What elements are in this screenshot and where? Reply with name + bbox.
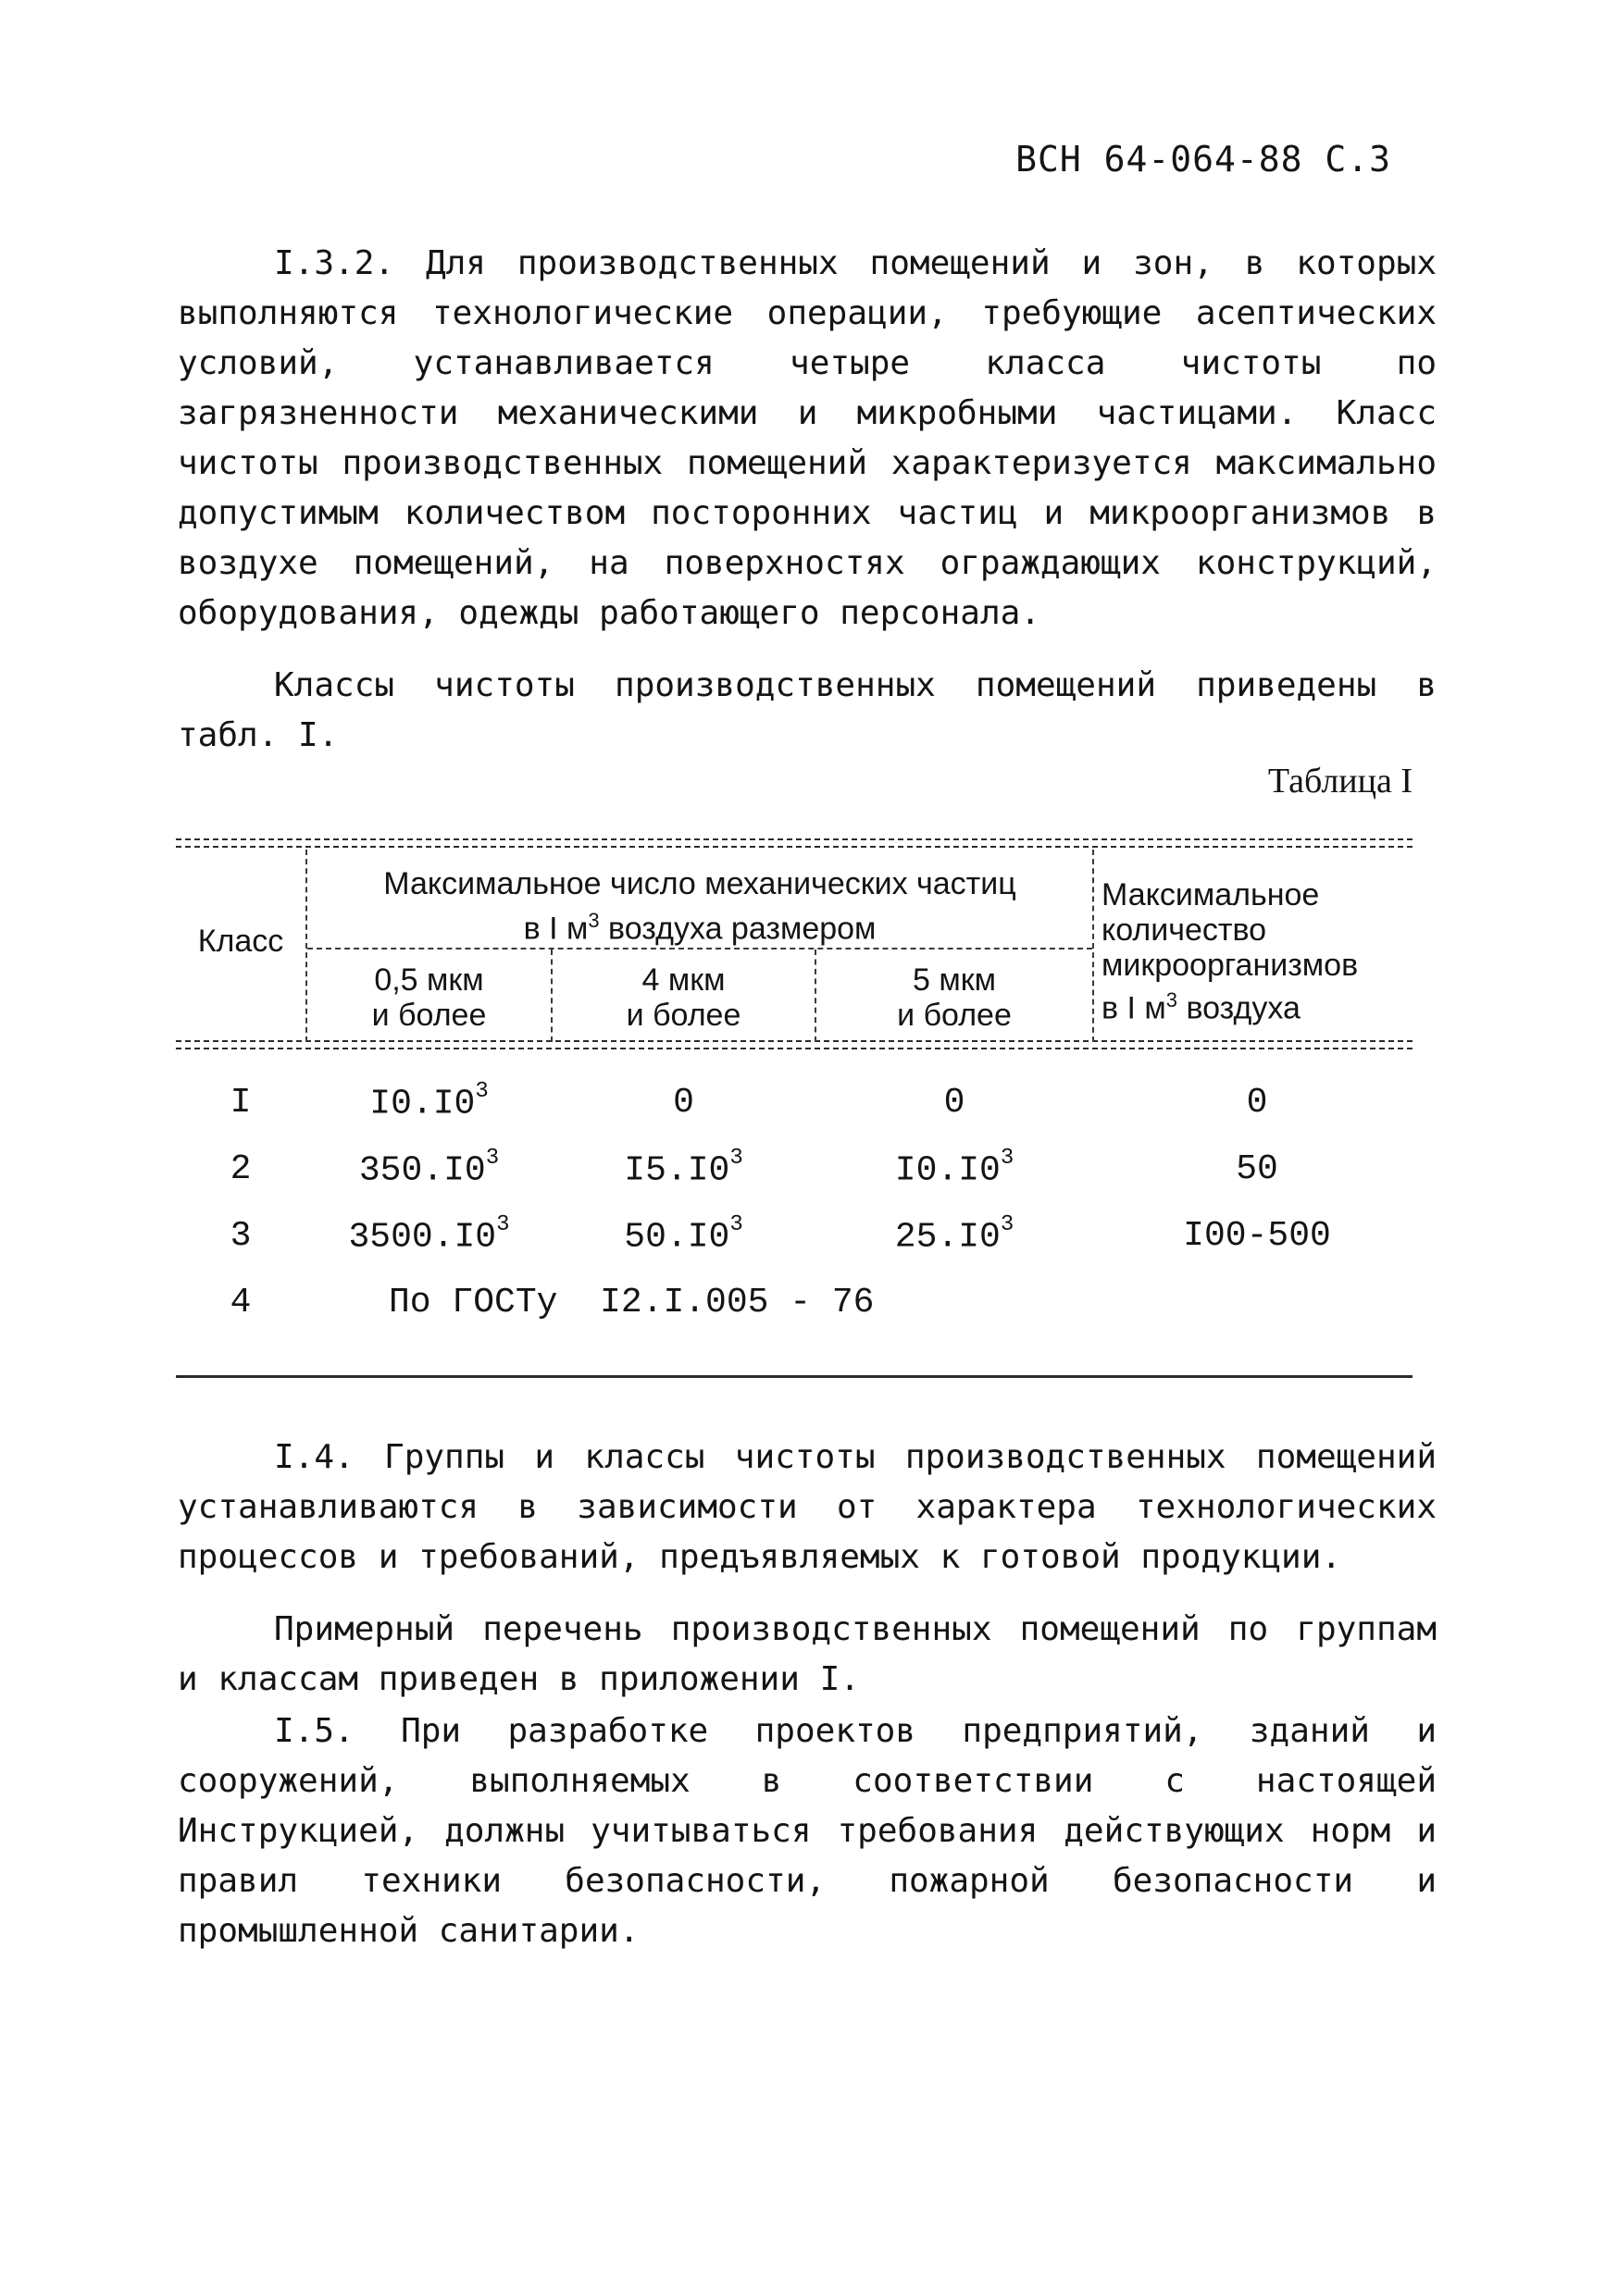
cell-size-4: $50.I0^3$ — [624, 1212, 743, 1258]
cell-size-5: 0 — [943, 1083, 965, 1123]
table-caption: Таблица I — [1267, 762, 1413, 800]
cell-size-0-5: $350.I0^3$ — [358, 1146, 500, 1191]
paragraph-text: Классы чистоты производственных помещений приведены в табл. I. — [178, 666, 1437, 754]
paragraph-table-reference — [178, 661, 1437, 761]
cell-size-5: $25.I0^3$ — [894, 1212, 1014, 1258]
cell-microorganisms: 50 — [1236, 1149, 1278, 1189]
cleanliness-classes-table — [176, 838, 1413, 1384]
cell-size-4: 0 — [673, 1083, 694, 1123]
document-code-header: ВСН 64-064-88 С.3 — [1015, 139, 1391, 180]
header-group-line2: в I $м^3$ воздуха размером — [523, 909, 877, 947]
header-size-4: 4 мкм и более — [626, 962, 741, 1033]
cell-size-0-5: $3500.I0^3$ — [348, 1212, 510, 1258]
paragraph-1-5 — [178, 1706, 1437, 1956]
cell-class: 2 — [230, 1149, 252, 1189]
cell-microorganisms: 0 — [1246, 1083, 1268, 1123]
header-group-line1: Максимальное число механических частиц — [383, 866, 1016, 901]
cell-class: 4 — [230, 1283, 252, 1322]
cell-gost-reference: По ГОСТу I2.I.005 - 76 — [389, 1283, 875, 1322]
paragraph-appendix-reference — [178, 1605, 1437, 1705]
header-class: Класс — [197, 924, 284, 959]
cell-class: 3 — [230, 1216, 252, 1256]
table-header-rule — [176, 1040, 1413, 1049]
cell-microorganisms: I00-500 — [1183, 1216, 1331, 1256]
paragraph-text: I.4. Группы и классы чистоты производственных помещений устанавливаются в зависимости от характера технологических процессов и требований, предъявляемых к готовой продукции. — [178, 1438, 1437, 1576]
table-hline — [307, 948, 1092, 949]
header-size-5: 5 мкм и более — [897, 962, 1012, 1033]
paragraph-1-4 — [178, 1433, 1437, 1582]
paragraph-1-3-2 — [178, 239, 1437, 639]
table-bottom-rule — [176, 1375, 1413, 1378]
table-vline — [1092, 850, 1094, 1042]
header-size-0-5: 0,5 мкм и более — [371, 962, 487, 1033]
cell-size-5: $I0.I0^3$ — [894, 1146, 1014, 1191]
header-microorganisms: Максимальное количество микроорганизмов в I $м^3$ воздуха — [1101, 877, 1359, 1026]
paragraph-text: I.3.2. Для производственных помещений и зон, в которых выполняются технологические операции, требующие асептических условий, устанавливается четыре класса чистоты по загрязненности механическими и микробными частицами. Класс чистоты производственных помещений характеризуется максимально допустимым количеством посторонних частиц и микроорганизмов в воздухе помещений, на поверхностях ограждающих конструкций, оборудования, одежды работающего персонала. — [178, 244, 1437, 632]
paragraph-text: I.5. При разработке проектов предприятий, зданий и сооружений, выполняемых в соответствии с настоящей Инструкцией, должны учитываться требования действующих норм и правил техники безопасности, пожарной безопасности и промышленной санитарии. — [178, 1712, 1437, 1950]
cell-size-0-5: $I0.I0^3$ — [369, 1079, 489, 1124]
cell-size-4: $I5.I0^3$ — [624, 1146, 743, 1191]
cell-class: I — [230, 1083, 252, 1123]
table-top-rule — [176, 838, 1413, 848]
paragraph-text: Примерный перечень производственных помещений по группам и классам приведен в приложении I. — [178, 1610, 1437, 1698]
